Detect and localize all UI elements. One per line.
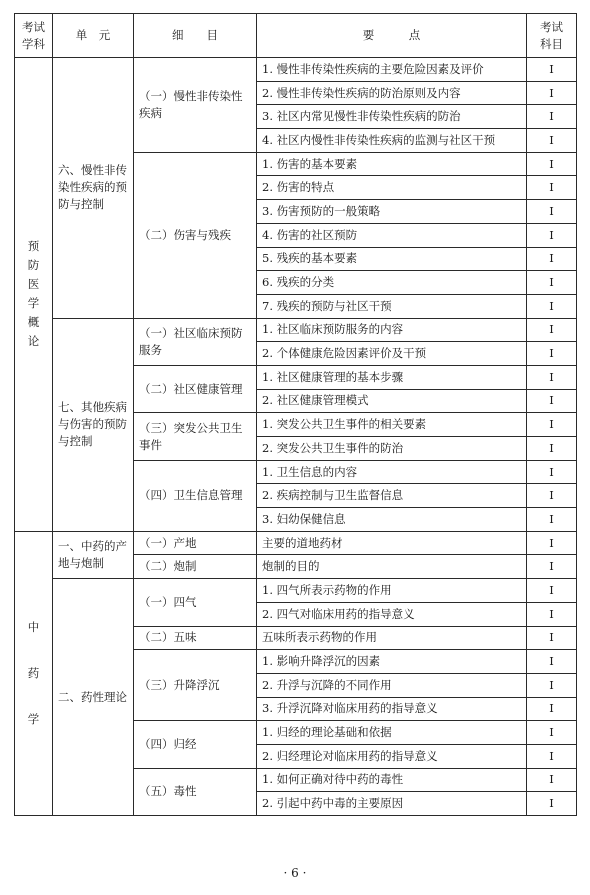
point-cell: 1. 影响升降浮沉的因素 bbox=[257, 650, 527, 674]
level-cell: Ⅰ bbox=[527, 721, 577, 745]
level-cell: Ⅰ bbox=[527, 579, 577, 603]
header-points: 要 点 bbox=[257, 14, 527, 58]
table-row bbox=[15, 531, 577, 555]
unit-cell: 一、中药的产地与炮制 bbox=[53, 531, 134, 578]
level-cell: Ⅰ bbox=[527, 531, 577, 555]
item-cell: （一）慢性非传染性疾病 bbox=[134, 58, 257, 153]
unit-cell: 六、慢性非传染性疾病的预防与控制 bbox=[53, 58, 134, 319]
point-cell: 2. 引起中药中毒的主要原因 bbox=[257, 792, 527, 816]
item-cell: （二）五味 bbox=[134, 626, 257, 650]
point-cell: 3. 伤害预防的一般策略 bbox=[257, 200, 527, 224]
item-cell: （一）四气 bbox=[134, 579, 257, 626]
point-cell: 1. 如何正确对待中药的毒性 bbox=[257, 768, 527, 792]
level-cell: Ⅰ bbox=[527, 58, 577, 82]
item-cell: （二）炮制 bbox=[134, 555, 257, 579]
level-cell: Ⅰ bbox=[527, 200, 577, 224]
point-cell: 2. 疾病控制与卫生监督信息 bbox=[257, 484, 527, 508]
unit-cell: 七、其他疾病与伤害的预防与控制 bbox=[53, 318, 134, 531]
header-row bbox=[15, 14, 577, 58]
level-cell: Ⅰ bbox=[527, 508, 577, 532]
point-cell: 6. 残疾的分类 bbox=[257, 271, 527, 295]
point-cell: 4. 社区内慢性非传染性疾病的监测与社区干预 bbox=[257, 129, 527, 153]
item-cell: （一）产地 bbox=[134, 531, 257, 555]
point-cell: 1. 归经的理论基础和依据 bbox=[257, 721, 527, 745]
subject-cell bbox=[15, 531, 53, 815]
item-cell: （三）突发公共卫生事件 bbox=[134, 413, 257, 460]
level-cell: Ⅰ bbox=[527, 81, 577, 105]
syllabus-table bbox=[14, 13, 577, 816]
table-row bbox=[15, 579, 577, 603]
level-cell: Ⅰ bbox=[527, 176, 577, 200]
point-cell: 炮制的目的 bbox=[257, 555, 527, 579]
item-cell: （三）升降浮沉 bbox=[134, 650, 257, 721]
level-cell: Ⅰ bbox=[527, 389, 577, 413]
level-cell: Ⅰ bbox=[527, 247, 577, 271]
level-cell: Ⅰ bbox=[527, 152, 577, 176]
header-item: 细 目 bbox=[134, 14, 257, 58]
page-number: · 6 · bbox=[283, 866, 307, 880]
item-cell: （二）伤害与残疾 bbox=[134, 152, 257, 318]
point-cell: 2. 伤害的特点 bbox=[257, 176, 527, 200]
level-cell: Ⅰ bbox=[527, 697, 577, 721]
level-cell: Ⅰ bbox=[527, 318, 577, 342]
item-cell: （四）卫生信息管理 bbox=[134, 460, 257, 531]
level-cell: Ⅰ bbox=[527, 365, 577, 389]
point-cell: 4. 伤害的社区预防 bbox=[257, 223, 527, 247]
level-cell: Ⅰ bbox=[527, 792, 577, 816]
point-cell: 5. 残疾的基本要素 bbox=[257, 247, 527, 271]
table-row bbox=[15, 318, 577, 342]
point-cell: 主要的道地药材 bbox=[257, 531, 527, 555]
point-cell: 五味所表示药物的作用 bbox=[257, 626, 527, 650]
point-cell: 1. 社区临床预防服务的内容 bbox=[257, 318, 527, 342]
point-cell: 1. 慢性非传染性疾病的主要危险因素及评价 bbox=[257, 58, 527, 82]
level-cell: Ⅰ bbox=[527, 768, 577, 792]
item-cell: （五）毒性 bbox=[134, 768, 257, 815]
header-level: 考试科目 bbox=[527, 14, 577, 58]
level-cell: Ⅰ bbox=[527, 626, 577, 650]
header-unit: 单 元 bbox=[53, 14, 134, 58]
level-cell: Ⅰ bbox=[527, 294, 577, 318]
point-cell: 1. 社区健康管理的基本步骤 bbox=[257, 365, 527, 389]
subject-name: 预防医学概论 bbox=[27, 239, 40, 349]
table-header bbox=[15, 14, 577, 58]
point-cell: 7. 残疾的预防与社区干预 bbox=[257, 294, 527, 318]
point-cell: 3. 升浮沉降对临床用药的指导意义 bbox=[257, 697, 527, 721]
point-cell: 2. 慢性非传染性疾病的防治原则及内容 bbox=[257, 81, 527, 105]
level-cell: Ⅰ bbox=[527, 271, 577, 295]
level-cell: Ⅰ bbox=[527, 484, 577, 508]
level-cell: Ⅰ bbox=[527, 342, 577, 366]
level-cell: Ⅰ bbox=[527, 673, 577, 697]
level-cell: Ⅰ bbox=[527, 744, 577, 768]
point-cell: 1. 突发公共卫生事件的相关要素 bbox=[257, 413, 527, 437]
item-cell: （二）社区健康管理 bbox=[134, 365, 257, 412]
header-subject: 考试学科 bbox=[15, 14, 53, 58]
point-cell: 3. 妇幼保健信息 bbox=[257, 508, 527, 532]
level-cell: Ⅰ bbox=[527, 650, 577, 674]
point-cell: 2. 突发公共卫生事件的防治 bbox=[257, 437, 527, 461]
level-cell: Ⅰ bbox=[527, 555, 577, 579]
point-cell: 2. 升浮与沉降的不同作用 bbox=[257, 673, 527, 697]
unit-cell: 二、药性理论 bbox=[53, 579, 134, 816]
point-cell: 2. 归经理论对临床用药的指导意义 bbox=[257, 744, 527, 768]
level-cell: Ⅰ bbox=[527, 223, 577, 247]
item-cell: （一）社区临床预防服务 bbox=[134, 318, 257, 365]
subject-name: 中药学 bbox=[27, 620, 40, 727]
point-cell: 1. 卫生信息的内容 bbox=[257, 460, 527, 484]
table-row bbox=[15, 58, 577, 82]
point-cell: 2. 四气对临床用药的指导意义 bbox=[257, 602, 527, 626]
point-cell: 3. 社区内常见慢性非传染性疾病的防治 bbox=[257, 105, 527, 129]
item-cell: （四）归经 bbox=[134, 721, 257, 768]
level-cell: Ⅰ bbox=[527, 602, 577, 626]
level-cell: Ⅰ bbox=[527, 105, 577, 129]
point-cell: 1. 伤害的基本要素 bbox=[257, 152, 527, 176]
point-cell: 1. 四气所表示药物的作用 bbox=[257, 579, 527, 603]
level-cell: Ⅰ bbox=[527, 437, 577, 461]
level-cell: Ⅰ bbox=[527, 413, 577, 437]
subject-cell bbox=[15, 58, 53, 532]
level-cell: Ⅰ bbox=[527, 129, 577, 153]
level-cell: Ⅰ bbox=[527, 460, 577, 484]
point-cell: 2. 社区健康管理模式 bbox=[257, 389, 527, 413]
table-body bbox=[15, 58, 577, 816]
point-cell: 2. 个体健康危险因素评价及干预 bbox=[257, 342, 527, 366]
